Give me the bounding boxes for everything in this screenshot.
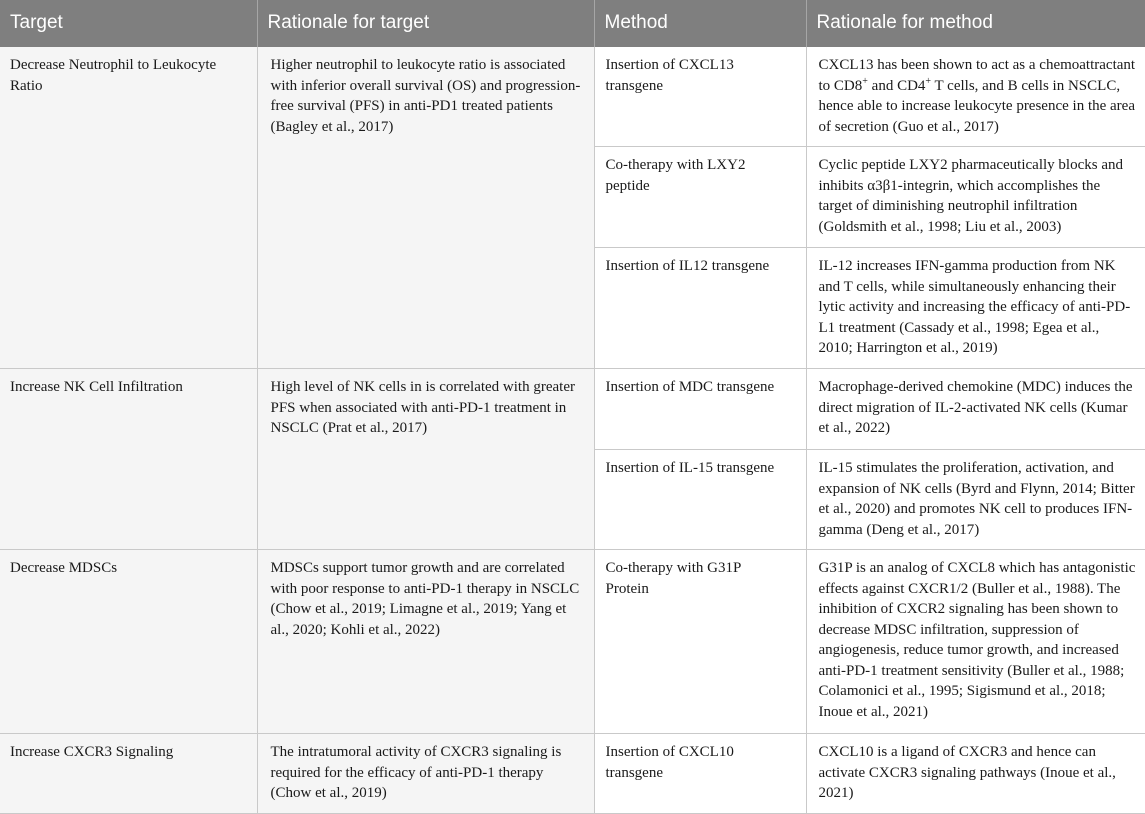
method-rationale-cell: Cyclic peptide LXY2 pharmaceutically blocks and inhibits α3β1-integrin, which accomplishes the target of diminishing neutrophil infiltration (Goldsmith et al., 1998; Liu et al., 2003): [806, 147, 1145, 248]
method-rationale-cell: IL-12 increases IFN-gamma production from NK and T cells, while simultaneously enhancing their lytic activity and increasing the efficacy of anti-PD-L1 treatment (Cassady et al., 1998; Egea et al., 2010; Harrington et al., 2019): [806, 248, 1145, 369]
table-row: [0, 47, 1145, 147]
method-cell: Insertion of CXCL13 transgene: [594, 47, 806, 147]
header-method: Method: [594, 0, 806, 47]
target-rationale-cell: Higher neutrophil to leukocyte ratio is associated with inferior overall survival (OS) and progression-free survival (PFS) in anti-PD1 treated patients (Bagley et al., 2017): [257, 47, 594, 369]
method-cell: Insertion of IL12 transgene: [594, 248, 806, 369]
target-cell: Increase NK Cell Infiltration: [0, 369, 257, 550]
target-rationale-cell: MDSCs support tumor growth and are correlated with poor response to anti-PD-1 therapy in NSCLC (Chow et al., 2019; Limagne et al., 2019; Yang et al., 2020; Kohli et al., 2022): [257, 550, 594, 734]
method-rationale-cell: G31P is an analog of CXCL8 which has antagonistic effects against CXCR1/2 (Buller et al., 1988). The inhibition of CXCR2 signaling has been shown to decrease MDSC infiltration, suppression of angiogenesis, reduce tumor growth, and increased anti-PD-1 treatment sensitivity (Buller et al., 1988; Colamonici et al., 1995; Sigismund et al., 2018; Inoue et al., 2021): [806, 550, 1145, 734]
method-rationale-cell: [806, 47, 1145, 147]
method-cell: Insertion of IL-15 transgene: [594, 450, 806, 550]
superscript: +: [925, 75, 932, 87]
header-target: Target: [0, 0, 257, 47]
method-rationale-cell: CXCL10 is a ligand of CXCR3 and hence can activate CXCR3 signaling pathways (Inoue et al., 2021): [806, 734, 1145, 814]
method-cell: Insertion of CXCL10 transgene: [594, 734, 806, 814]
target-rationale-cell: The intratumoral activity of CXCR3 signaling is required for the efficacy of anti-PD-1 therapy (Chow et al., 2019): [257, 734, 594, 814]
method-cell: Insertion of MDC transgene: [594, 369, 806, 450]
table-row: [0, 369, 1145, 450]
target-cell: Decrease Neutrophil to Leukocyte Ratio: [0, 47, 257, 369]
method-rationale-cell: IL-15 stimulates the proliferation, activation, and expansion of NK cells (Byrd and Flynn, 2014; Bitter et al., 2020) and promotes NK cell to produces IFN-gamma (Deng et al., 2017): [806, 450, 1145, 550]
header-rationale-method: Rationale for method: [806, 0, 1145, 47]
header-rationale-target: Rationale for target: [257, 0, 594, 47]
target-rationale-cell: High level of NK cells in is correlated with greater PFS when associated with anti-PD-1 treatment in NSCLC (Prat et al., 2017): [257, 369, 594, 550]
method-cell: Co-therapy with LXY2 peptide: [594, 147, 806, 248]
header-row: [0, 0, 1145, 47]
superscript: +: [862, 75, 868, 87]
method-rationale-text: and CD4: [867, 77, 926, 94]
target-cell: Increase CXCR3 Signaling: [0, 734, 257, 814]
target-cell: Decrease MDSCs: [0, 550, 257, 734]
method-rationale-cell: Macrophage-derived chemokine (MDC) induces the direct migration of IL-2-activated NK cells (Kumar et al., 2022): [806, 369, 1145, 450]
method-rationale-text: T cells, and B cells in NSCLC, hence able to increase leukocyte presence in the area of secretion (Guo et al., 2017): [818, 77, 1135, 135]
table-row: [0, 734, 1145, 814]
method-rationale-text: CXCL13 has been shown to act as a chemoattractant to CD8: [818, 57, 1136, 94]
table-row: [0, 550, 1145, 734]
method-cell: Co-therapy with G31P Protein: [594, 550, 806, 734]
